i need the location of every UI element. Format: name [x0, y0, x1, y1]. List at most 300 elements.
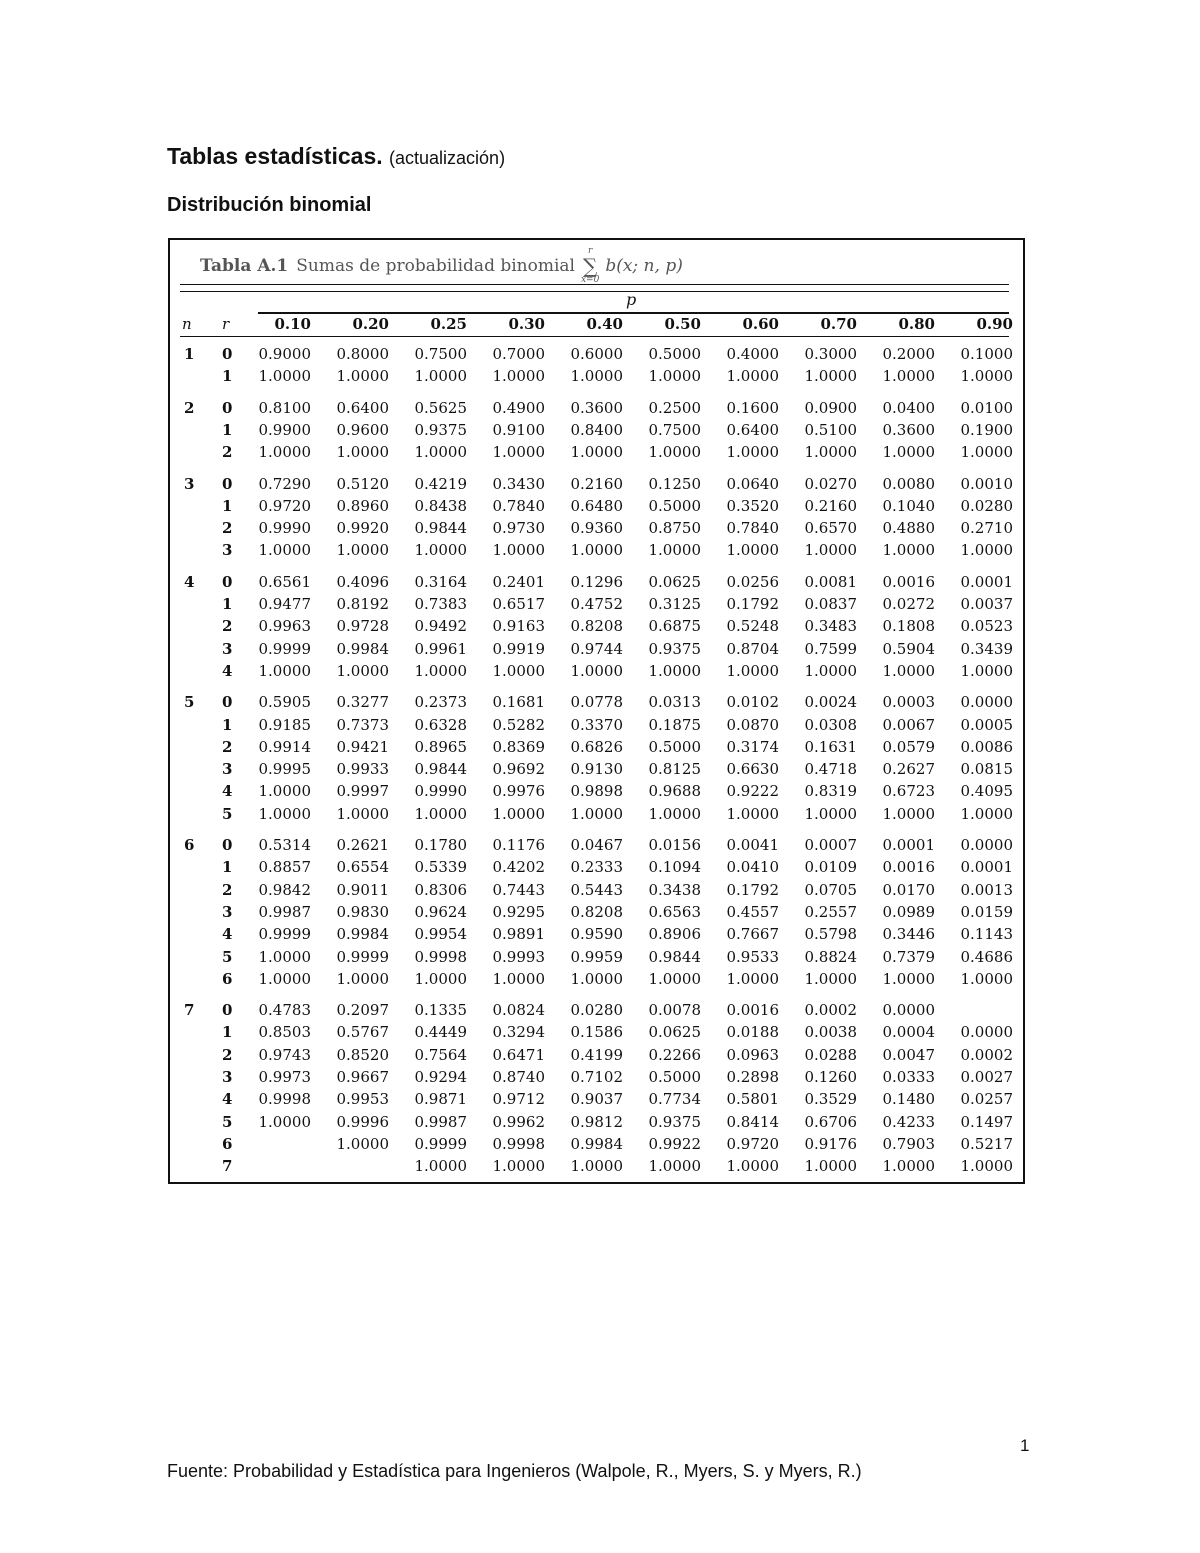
probability-cell: 0.4718 — [804, 760, 857, 779]
probability-cell: 1.0000 — [882, 367, 935, 386]
probability-cell: 0.5443 — [570, 880, 623, 899]
probability-cell: 0.5625 — [414, 398, 467, 417]
probability-cell: 0.0625 — [648, 572, 701, 591]
title-note: (actualización) — [389, 148, 506, 168]
probability-cell: 0.9295 — [492, 902, 545, 921]
probability-cell: 0.7379 — [882, 947, 935, 966]
probability-cell: 1.0000 — [258, 367, 311, 386]
probability-cell: 0.5801 — [726, 1090, 779, 1109]
n-value: 2 — [184, 398, 195, 417]
probability-cell: 0.9375 — [648, 639, 701, 658]
probability-cell: 0.0280 — [570, 1001, 623, 1020]
probability-cell: 0.9130 — [570, 760, 623, 779]
probability-cell: 1.0000 — [258, 661, 311, 680]
probability-cell: 0.0313 — [648, 693, 701, 712]
probability-cell: 0.5217 — [960, 1134, 1013, 1153]
probability-cell: 1.0000 — [960, 969, 1013, 988]
probability-cell: 1.0000 — [258, 541, 311, 560]
probability-cell: 0.9998 — [492, 1134, 545, 1153]
probability-cell: 1.0000 — [258, 969, 311, 988]
probability-cell: 0.8306 — [414, 880, 467, 899]
p-header: p — [626, 290, 637, 309]
probability-cell: 1.0000 — [570, 367, 623, 386]
probability-cell: 0.5904 — [882, 639, 935, 658]
probability-cell: 0.9984 — [336, 639, 389, 658]
probability-cell: 0.7840 — [726, 519, 779, 538]
probability-cell: 0.3446 — [882, 925, 935, 944]
probability-cell: 0.1250 — [648, 474, 701, 493]
probability-cell: 0.0024 — [804, 693, 857, 712]
probability-cell: 0.5282 — [492, 715, 545, 734]
probability-cell: 0.7290 — [258, 474, 311, 493]
probability-cell: 0.9037 — [570, 1090, 623, 1109]
r-value: 0 — [222, 398, 233, 417]
probability-cell: 1.0000 — [882, 804, 935, 823]
probability-cell: 0.9533 — [726, 947, 779, 966]
probability-cell: 0.3600 — [882, 420, 935, 439]
probability-cell: 0.1875 — [648, 715, 701, 734]
probability-cell: 0.5314 — [258, 836, 311, 854]
probability-cell: 1.0000 — [492, 541, 545, 560]
p-value-header: 0.25 — [430, 315, 467, 333]
probability-cell: 0.9963 — [258, 617, 311, 636]
probability-cell: 0.3430 — [492, 474, 545, 493]
probability-cell: 0.9100 — [492, 420, 545, 439]
r-value: 3 — [222, 902, 233, 921]
probability-cell: 0.4233 — [882, 1112, 935, 1131]
probability-cell: 0.1600 — [726, 398, 779, 417]
probability-cell: 0.7383 — [414, 595, 467, 613]
probability-cell: 1.0000 — [960, 367, 1013, 386]
probability-cell: 0.9953 — [336, 1090, 389, 1109]
probability-cell: 0.6561 — [258, 572, 311, 591]
probability-cell: 0.2710 — [960, 519, 1013, 538]
probability-cell: 0.9360 — [570, 519, 623, 538]
probability-cell: 0.9959 — [570, 947, 623, 966]
probability-cell: 0.6826 — [570, 737, 623, 756]
sum-expression: b(x; n, p) — [605, 256, 683, 276]
probability-cell: 0.9222 — [726, 782, 779, 801]
r-value: 1 — [222, 1023, 233, 1042]
probability-cell: 0.5000 — [648, 737, 701, 756]
probability-cell: 0.1631 — [804, 737, 857, 756]
p-value-header: 0.90 — [976, 315, 1013, 333]
binomial-table — [168, 238, 1025, 1184]
probability-cell: 0.2627 — [882, 760, 935, 779]
probability-cell: 0.0410 — [726, 858, 779, 877]
probability-cell: 0.0333 — [882, 1068, 935, 1086]
probability-cell: 0.9712 — [492, 1090, 545, 1109]
probability-cell: 1.0000 — [414, 804, 467, 823]
r-value: 4 — [222, 661, 233, 680]
probability-cell: 1.0000 — [960, 541, 1013, 560]
probability-cell: 0.3439 — [960, 639, 1013, 658]
probability-cell: 1.0000 — [882, 443, 935, 462]
probability-cell: 0.1176 — [492, 836, 545, 854]
probability-cell: 0.9477 — [258, 595, 311, 613]
probability-cell: 0.9421 — [336, 737, 389, 756]
probability-cell: 0.9720 — [258, 496, 311, 515]
p-value-header: 0.50 — [664, 315, 701, 333]
summation-symbol — [581, 247, 599, 285]
p-value-header: 0.80 — [898, 315, 935, 333]
p-value-header: 0.60 — [742, 315, 779, 333]
probability-cell: 0.9590 — [570, 925, 623, 944]
probability-cell: 0.7564 — [414, 1045, 467, 1064]
probability-cell: 1.0000 — [960, 661, 1013, 680]
probability-cell: 0.0080 — [882, 474, 935, 493]
r-value: 5 — [222, 947, 233, 966]
probability-cell: 0.9973 — [258, 1068, 311, 1086]
probability-cell: 0.0047 — [882, 1045, 935, 1064]
probability-cell: 0.0640 — [726, 474, 779, 493]
probability-cell: 1.0000 — [414, 661, 467, 680]
probability-cell: 0.0824 — [492, 1001, 545, 1020]
probability-cell: 0.4449 — [414, 1023, 467, 1042]
probability-cell: 0.1260 — [804, 1068, 857, 1086]
probability-cell: 0.6400 — [336, 398, 389, 417]
probability-cell: 0.0081 — [804, 572, 857, 591]
probability-cell: 0.1000 — [960, 345, 1013, 363]
p-value-header: 0.30 — [508, 315, 545, 333]
probability-cell: 0.3529 — [804, 1090, 857, 1109]
probability-cell: 0.3000 — [804, 345, 857, 363]
probability-cell: 0.0963 — [726, 1045, 779, 1064]
r-value: 0 — [222, 474, 233, 493]
probability-cell: 0.3164 — [414, 572, 467, 591]
probability-cell: 0.1143 — [960, 925, 1013, 944]
probability-cell: 0.0002 — [960, 1045, 1013, 1064]
probability-cell: 0.2621 — [336, 836, 389, 854]
probability-cell: 0.9987 — [414, 1112, 467, 1131]
probability-cell: 0.1497 — [960, 1112, 1013, 1131]
r-header: r — [222, 315, 230, 333]
probability-cell: 1.0000 — [336, 367, 389, 386]
probability-cell: 0.1792 — [726, 595, 779, 613]
r-value: 1 — [222, 858, 233, 877]
probability-cell: 0.1792 — [726, 880, 779, 899]
probability-cell: 1.0000 — [726, 661, 779, 680]
probability-cell: 0.5905 — [258, 693, 311, 712]
probability-cell: 0.9176 — [804, 1134, 857, 1153]
probability-cell: 1.0000 — [960, 1157, 1013, 1176]
probability-cell: 0.9624 — [414, 902, 467, 921]
probability-cell: 0.5248 — [726, 617, 779, 636]
probability-cell: 0.9997 — [336, 782, 389, 801]
probability-cell: 0.0000 — [882, 1001, 935, 1020]
page-number: 1 — [1020, 1436, 1030, 1455]
probability-cell: 1.0000 — [336, 969, 389, 988]
probability-cell: 0.9954 — [414, 925, 467, 944]
probability-cell: 0.0156 — [648, 836, 701, 854]
probability-cell: 0.2160 — [570, 474, 623, 493]
probability-cell: 0.6554 — [336, 858, 389, 877]
probability-cell: 1.0000 — [804, 443, 857, 462]
probability-cell: 1.0000 — [492, 443, 545, 462]
probability-cell: 0.2160 — [804, 496, 857, 515]
n-value: 1 — [184, 345, 195, 363]
probability-cell: 0.6328 — [414, 715, 467, 734]
probability-cell: 0.4557 — [726, 902, 779, 921]
probability-cell: 0.9999 — [258, 639, 311, 658]
probability-cell: 1.0000 — [804, 804, 857, 823]
probability-cell: 0.6480 — [570, 496, 623, 515]
probability-cell: 0.2333 — [570, 858, 623, 877]
probability-cell: 1.0000 — [882, 541, 935, 560]
probability-cell: 0.0256 — [726, 572, 779, 591]
probability-cell: 0.0010 — [960, 474, 1013, 493]
probability-cell: 1.0000 — [726, 969, 779, 988]
probability-cell: 0.8369 — [492, 737, 545, 756]
probability-cell: 0.2401 — [492, 572, 545, 591]
r-value: 0 — [222, 1001, 233, 1020]
probability-cell: 0.0001 — [960, 572, 1013, 591]
probability-cell: 0.9962 — [492, 1112, 545, 1131]
probability-cell: 0.7443 — [492, 880, 545, 899]
probability-cell: 1.0000 — [414, 443, 467, 462]
r-value: 3 — [222, 639, 233, 658]
probability-cell: 0.0308 — [804, 715, 857, 734]
probability-cell: 0.1094 — [648, 858, 701, 877]
probability-cell: 0.0086 — [960, 737, 1013, 756]
r-value: 2 — [222, 1045, 233, 1064]
probability-cell: 0.9871 — [414, 1090, 467, 1109]
probability-cell: 0.0109 — [804, 858, 857, 877]
n-value: 7 — [184, 1001, 195, 1020]
probability-cell: 0.7500 — [648, 420, 701, 439]
probability-cell: 1.0000 — [726, 367, 779, 386]
probability-cell: 0.3520 — [726, 496, 779, 515]
probability-cell: 0.0900 — [804, 398, 857, 417]
probability-cell: 1.0000 — [336, 541, 389, 560]
probability-cell: 1.0000 — [648, 661, 701, 680]
probability-cell: 0.9163 — [492, 617, 545, 636]
probability-cell: 0.9919 — [492, 639, 545, 658]
r-value: 2 — [222, 519, 233, 538]
probability-cell: 0.0579 — [882, 737, 935, 756]
probability-cell: 0.9900 — [258, 420, 311, 439]
probability-cell: 1.0000 — [336, 443, 389, 462]
p-value-header: 0.20 — [352, 315, 389, 333]
probability-cell: 0.8125 — [648, 760, 701, 779]
probability-cell: 1.0000 — [960, 804, 1013, 823]
r-value: 0 — [222, 572, 233, 591]
probability-cell: 0.5000 — [648, 1068, 701, 1086]
probability-cell: 0.3600 — [570, 398, 623, 417]
probability-cell: 0.5339 — [414, 858, 467, 877]
probability-cell: 0.9844 — [648, 947, 701, 966]
probability-cell: 0.6630 — [726, 760, 779, 779]
probability-cell: 0.8704 — [726, 639, 779, 658]
probability-cell: 1.0000 — [414, 367, 467, 386]
p-rule — [258, 312, 1009, 314]
probability-cell: 0.0001 — [882, 836, 935, 854]
probability-cell: 0.0067 — [882, 715, 935, 734]
probability-cell: 0.9375 — [414, 420, 467, 439]
probability-cell: 0.0003 — [882, 693, 935, 712]
probability-cell: 0.0027 — [960, 1068, 1013, 1086]
probability-cell: 0.2373 — [414, 693, 467, 712]
probability-cell: 0.9993 — [492, 947, 545, 966]
probability-cell: 0.0288 — [804, 1045, 857, 1064]
probability-cell: 0.3370 — [570, 715, 623, 734]
probability-cell: 1.0000 — [804, 1157, 857, 1176]
probability-cell: 0.9999 — [258, 925, 311, 944]
probability-cell: 1.0000 — [804, 541, 857, 560]
probability-cell: 0.6706 — [804, 1112, 857, 1131]
probability-cell: 1.0000 — [258, 1112, 311, 1131]
probability-cell: 0.9492 — [414, 617, 467, 636]
caption-text: Sumas de probabilidad binomial — [296, 256, 575, 276]
probability-cell: 1.0000 — [336, 804, 389, 823]
n-value: 4 — [184, 572, 195, 591]
probability-cell: 0.9990 — [258, 519, 311, 538]
table-caption — [200, 248, 683, 284]
probability-cell: 0.1296 — [570, 572, 623, 591]
probability-cell: 0.0078 — [648, 1001, 701, 1020]
probability-cell: 0.5000 — [648, 496, 701, 515]
probability-cell: 1.0000 — [570, 443, 623, 462]
section-heading: Distribución binomial — [167, 194, 372, 216]
probability-cell: 0.4783 — [258, 1001, 311, 1020]
probability-cell: 0.4752 — [570, 595, 623, 613]
r-value: 4 — [222, 925, 233, 944]
r-value: 1 — [222, 367, 233, 386]
probability-cell: 0.9898 — [570, 782, 623, 801]
probability-cell: 1.0000 — [648, 367, 701, 386]
probability-cell: 1.0000 — [570, 1157, 623, 1176]
probability-cell: 1.0000 — [492, 661, 545, 680]
probability-cell: 0.8906 — [648, 925, 701, 944]
probability-cell: 1.0000 — [882, 1157, 935, 1176]
r-value: 2 — [222, 617, 233, 636]
probability-cell: 0.0000 — [960, 1023, 1013, 1042]
probability-cell: 0.8750 — [648, 519, 701, 538]
probability-cell: 1.0000 — [648, 1157, 701, 1176]
probability-cell: 0.1040 — [882, 496, 935, 515]
probability-cell: 0.0400 — [882, 398, 935, 417]
probability-cell: 0.0037 — [960, 595, 1013, 613]
probability-cell: 0.8438 — [414, 496, 467, 515]
probability-cell: 0.3174 — [726, 737, 779, 756]
probability-cell: 0.9984 — [336, 925, 389, 944]
probability-cell: 1.0000 — [414, 541, 467, 560]
p-value-header: 0.70 — [820, 315, 857, 333]
probability-cell: 0.9995 — [258, 760, 311, 779]
probability-cell: 1.0000 — [804, 969, 857, 988]
probability-cell: 0.0000 — [960, 693, 1013, 712]
probability-cell: 0.0001 — [960, 858, 1013, 877]
probability-cell: 0.0102 — [726, 693, 779, 712]
r-value: 1 — [222, 715, 233, 734]
probability-cell: 1.0000 — [258, 947, 311, 966]
probability-cell: 0.7599 — [804, 639, 857, 658]
probability-cell: 0.9375 — [648, 1112, 701, 1131]
probability-cell: 0.4900 — [492, 398, 545, 417]
probability-cell: 0.0041 — [726, 836, 779, 854]
probability-cell: 0.9976 — [492, 782, 545, 801]
probability-cell: 0.1480 — [882, 1090, 935, 1109]
probability-cell: 1.0000 — [726, 804, 779, 823]
r-value: 4 — [222, 782, 233, 801]
probability-cell: 1.0000 — [882, 661, 935, 680]
probability-cell: 0.0467 — [570, 836, 623, 854]
probability-cell: 1.0000 — [882, 969, 935, 988]
probability-cell: 0.9922 — [648, 1134, 701, 1153]
probability-cell: 0.9667 — [336, 1068, 389, 1086]
probability-cell: 0.8208 — [570, 902, 623, 921]
probability-cell: 0.9743 — [258, 1045, 311, 1064]
probability-cell: 0.9998 — [258, 1090, 311, 1109]
probability-cell: 0.0870 — [726, 715, 779, 734]
probability-cell: 0.9744 — [570, 639, 623, 658]
probability-cell: 0.8824 — [804, 947, 857, 966]
probability-cell: 0.0000 — [960, 836, 1013, 854]
probability-cell: 0.9688 — [648, 782, 701, 801]
probability-cell: 0.0523 — [960, 617, 1013, 636]
probability-cell: 1.0000 — [726, 541, 779, 560]
probability-cell: 1.0000 — [414, 969, 467, 988]
probability-cell: 0.0625 — [648, 1023, 701, 1042]
probability-cell: 0.7000 — [492, 345, 545, 363]
probability-cell: 0.8319 — [804, 782, 857, 801]
probability-cell: 1.0000 — [648, 969, 701, 988]
probability-cell: 0.2000 — [882, 345, 935, 363]
r-value: 1 — [222, 595, 233, 613]
probability-cell: 0.8857 — [258, 858, 311, 877]
probability-cell: 0.8000 — [336, 345, 389, 363]
n-value: 5 — [184, 693, 195, 712]
probability-cell: 0.7840 — [492, 496, 545, 515]
probability-cell: 0.8965 — [414, 737, 467, 756]
probability-cell: 1.0000 — [492, 1157, 545, 1176]
probability-cell: 0.9720 — [726, 1134, 779, 1153]
probability-cell: 0.1681 — [492, 693, 545, 712]
probability-cell: 0.6875 — [648, 617, 701, 636]
probability-cell: 1.0000 — [726, 1157, 779, 1176]
probability-cell: 0.8520 — [336, 1045, 389, 1064]
probability-cell: 1.0000 — [258, 804, 311, 823]
probability-cell: 1.0000 — [258, 443, 311, 462]
header-rule — [180, 336, 1009, 337]
probability-cell: 0.9185 — [258, 715, 311, 734]
title-text: Tablas estadísticas. — [167, 143, 383, 169]
probability-cell: 1.0000 — [336, 1134, 389, 1153]
probability-cell: 1.0000 — [570, 541, 623, 560]
probability-cell: 0.7903 — [882, 1134, 935, 1153]
probability-cell: 0.0013 — [960, 880, 1013, 899]
probability-cell: 0.3277 — [336, 693, 389, 712]
probability-cell: 0.0705 — [804, 880, 857, 899]
r-value: 5 — [222, 804, 233, 823]
probability-cell: 0.6563 — [648, 902, 701, 921]
r-value: 2 — [222, 737, 233, 756]
p-value-header: 0.40 — [586, 315, 623, 333]
probability-cell: 0.9914 — [258, 737, 311, 756]
probability-cell: 1.0000 — [414, 1157, 467, 1176]
probability-cell: 0.3483 — [804, 617, 857, 636]
probability-cell: 0.8400 — [570, 420, 623, 439]
probability-cell: 0.8208 — [570, 617, 623, 636]
probability-cell: 1.0000 — [960, 443, 1013, 462]
probability-cell: 0.9000 — [258, 345, 311, 363]
probability-cell: 1.0000 — [570, 969, 623, 988]
probability-cell: 0.4202 — [492, 858, 545, 877]
probability-cell: 0.0007 — [804, 836, 857, 854]
probability-cell: 0.7373 — [336, 715, 389, 734]
probability-cell: 0.6400 — [726, 420, 779, 439]
probability-cell: 0.9830 — [336, 902, 389, 921]
